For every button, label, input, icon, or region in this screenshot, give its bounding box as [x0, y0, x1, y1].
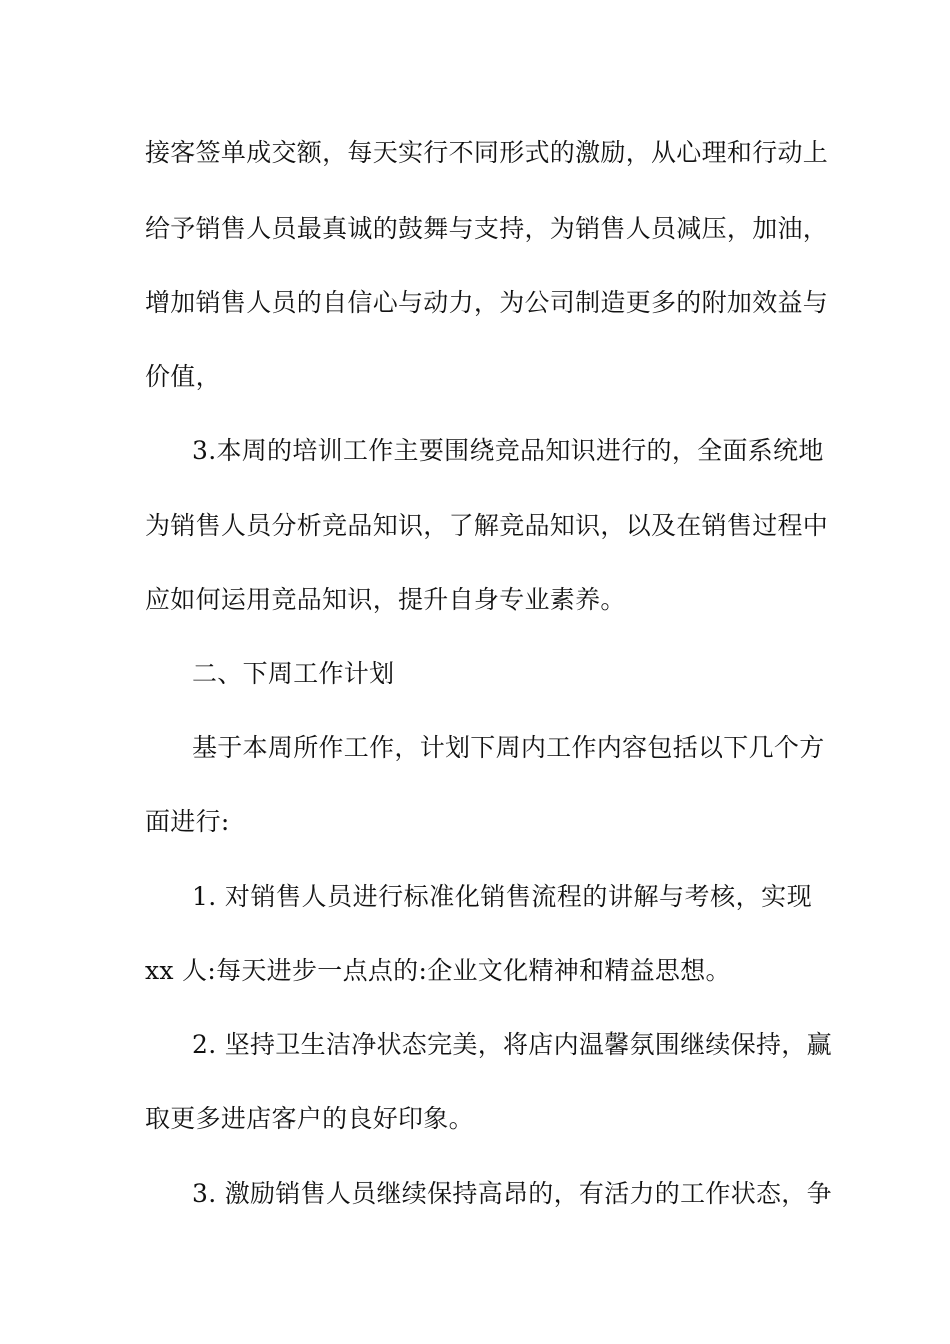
text-line: 价值， — [145, 362, 221, 391]
text-line: 给予销售人员最真诚的鼓舞与支持，为销售人员减压，加油， — [145, 214, 829, 243]
paragraph-intro: 基于本周所作工作，计划下周内工作内容包括以下几个方 — [192, 733, 825, 762]
text-line: 为销售人员分析竞品知识，了解竞品知识，以及在销售过程中 — [145, 511, 829, 540]
text-line: xx 人:每天进步一点点的:企业文化精神和精益思想。 — [145, 956, 731, 985]
text-line: 面进行: — [145, 807, 230, 836]
paragraph-item-3: 3.本周的培训工作主要围绕竞品知识进行的，全面系统地 — [192, 436, 824, 465]
text-line: 应如何运用竞品知识，提升自身专业素养。 — [145, 585, 626, 614]
text-line: 取更多进店客户的良好印象。 — [145, 1104, 474, 1133]
plan-item-2: 2. 坚持卫生洁净状态完美，将店内温馨氛围继续保持，赢 — [192, 1030, 832, 1059]
text-line: 接客签单成交额，每天实行不同形式的激励，从心理和行动上 — [145, 138, 829, 167]
plan-item-3: 3. 激励销售人员继续保持高昂的，有活力的工作状态，争 — [192, 1179, 832, 1208]
section-heading: 二、下周工作计划 — [192, 659, 395, 688]
plan-item-1: 1. 对销售人员进行标准化销售流程的讲解与考核，实现 — [192, 882, 812, 911]
text-line: 增加销售人员的自信心与动力，为公司制造更多的附加效益与 — [145, 288, 829, 317]
